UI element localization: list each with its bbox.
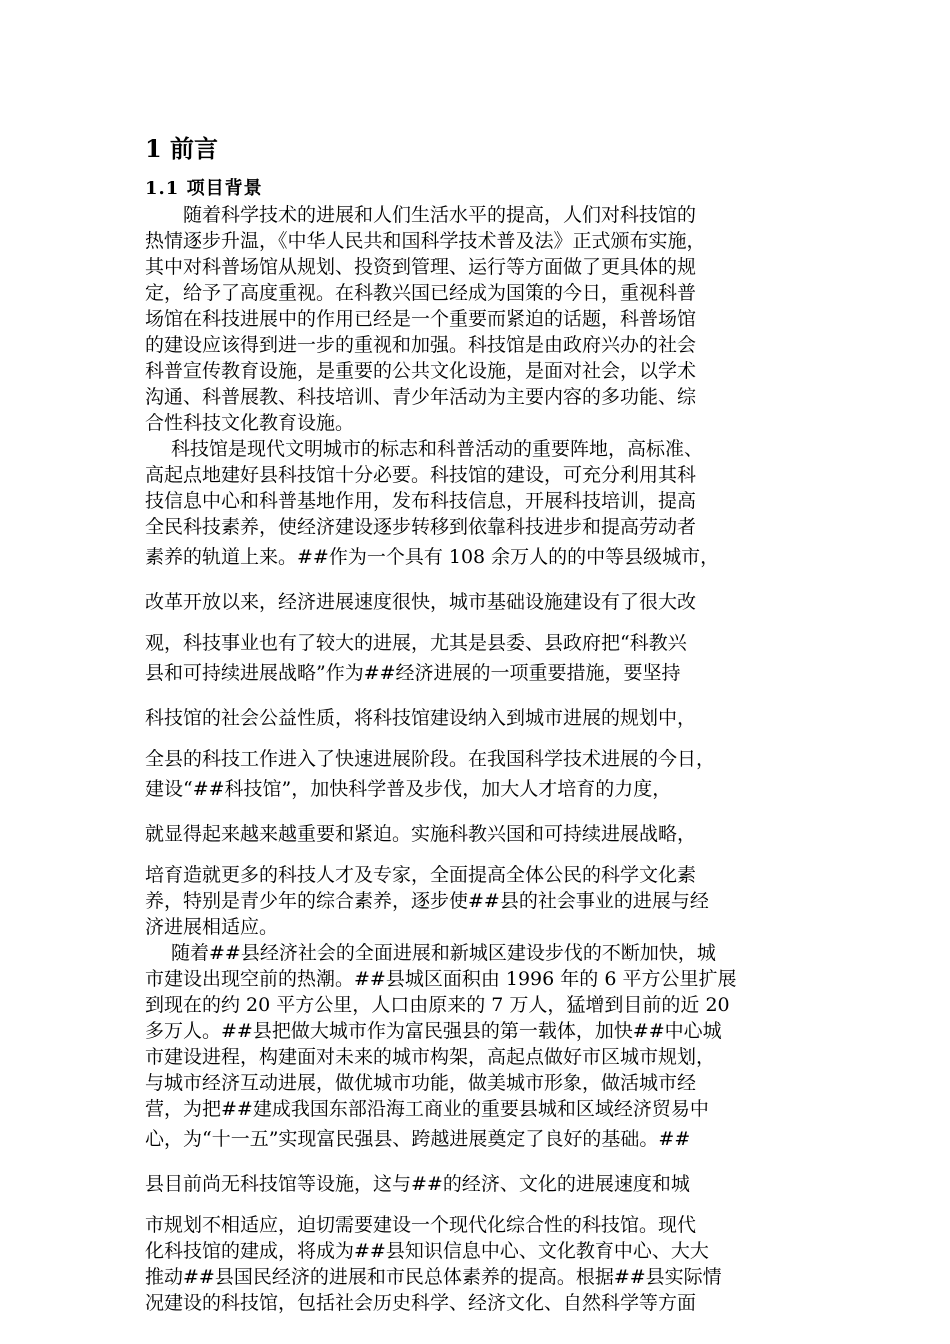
text-line: 况建设的科技馆，包括社会历史科学、经济文化、自然科学等方面 [145, 1292, 697, 1314]
text-line: 热情逐步升温，《中华人民共和国科学技术普及法》正式颁布实施， [145, 230, 706, 252]
text-line: 就显得起来越来越重要和紧迫。实施科教兴国和可持续进展战略， [145, 823, 697, 845]
text-line: 推动##县国民经济的进展和市民总体素养的提高。根据##县实际情 [145, 1266, 722, 1288]
text-line: 技信息中心和科普基地作用，发布科技信息，开展科技培训，提高 [145, 490, 697, 512]
subsection-heading: 1.1 项目背景 [145, 178, 263, 199]
text-line: 市规划不相适应，迫切需要建设一个现代化综合性的科技馆。现代 [145, 1214, 697, 1236]
text-line: 素养的轨道上来。##作为一个具有 108 余万人的的中等县级城市， [145, 546, 720, 568]
text-line: 建设“##科技馆”，加快科学普及步伐，加大人才培育的力度， [145, 778, 672, 800]
text-line: 全县的科技工作进入了快速进展阶段。在我国科学技术进展的今日， [145, 748, 716, 770]
text-line: 随着##县经济社会的全面进展和新城区建设步伐的不断加快，城 [171, 942, 716, 964]
text-line: 改革开放以来，经济进展速度很快，城市基础设施建设有了很大改 [145, 591, 697, 613]
text-line: 科技馆是现代文明城市的标志和科普活动的重要阵地，高标准、 [171, 438, 704, 460]
text-line: 的建设应该得到进一步的重视和加强。科技馆是由政府兴办的社会 [145, 334, 697, 356]
text-line: 场馆在科技进展中的作用已经是一个重要而紧迫的话题，科普场馆 [145, 308, 697, 330]
text-line: 市建设出现空前的热潮。##县城区面积由 1996 年的 6 平方公里扩展 [145, 968, 737, 990]
text-line: 科技馆的社会公益性质，将科技馆建设纳入到城市进展的规划中， [145, 707, 697, 729]
text-line: 县和可持续进展战略”作为##经济进展的一项重要措施，要坚持 [145, 662, 681, 684]
text-line: 其中对科普场馆从规划、投资到管理、运行等方面做了更具体的规 [145, 256, 697, 278]
text-line: 沟通、科普展教、科技培训、青少年活动为主要内容的多功能、综 [145, 386, 697, 408]
text-line: 多万人。##县把做大城市作为富民强县的第一载体，加快##中心城 [145, 1020, 722, 1042]
text-line: 与城市经济互动进展，做优城市功能，做美城市形象，做活城市经 [145, 1072, 697, 1094]
text-line: 县目前尚无科技馆等设施，这与##的经济、文化的进展速度和城 [145, 1173, 690, 1195]
text-line: 市建设进程，构建面对未来的城市构架，高起点做好市区城市规划， [145, 1046, 716, 1068]
text-line: 科普宣传教育设施，是重要的公共文化设施，是面对社会，以学术 [145, 360, 697, 382]
text-line: 合性科技文化教育设施。 [145, 412, 355, 434]
document-page [145, 132, 825, 1316]
text-line: 济进展相适应。 [145, 916, 279, 938]
text-line: 高起点地建好县科技馆十分必要。科技馆的建设，可充分利用其科 [145, 464, 697, 486]
text-line: 养，特别是青少年的综合素养，逐步使##县的社会事业的进展与经 [145, 890, 709, 912]
text-line: 定，给予了高度重视。在科教兴国已经成为国策的今日，重视科普 [145, 282, 697, 304]
text-line: 化科技馆的建成，将成为##县知识信息中心、文化教育中心、大大 [145, 1240, 709, 1262]
text-line: 心，为“十一五”实现富民强县、跨越进展奠定了良好的基础。## [145, 1128, 691, 1150]
text-line: 观，科技事业也有了较大的进展，尤其是县委、县政府把“科教兴 [145, 632, 687, 654]
section-heading: 1 前言 [145, 134, 219, 163]
text-line: 营，为把##建成我国东部沿海工商业的重要县城和区域经济贸易中 [145, 1098, 709, 1120]
text-line: 全民科技素养，使经济建设逐步转移到依靠科技进步和提高劳动者 [145, 516, 697, 538]
text-line: 随着科学技术的进展和人们生活水平的提高，人们对科技馆的 [183, 204, 697, 226]
text-line: 培育造就更多的科技人才及专家，全面提高全体公民的科学文化素 [145, 864, 697, 886]
text-line: 到现在的约 20 平方公里，人口由原来的 7 万人，猛增到目前的近 20 [145, 994, 730, 1016]
